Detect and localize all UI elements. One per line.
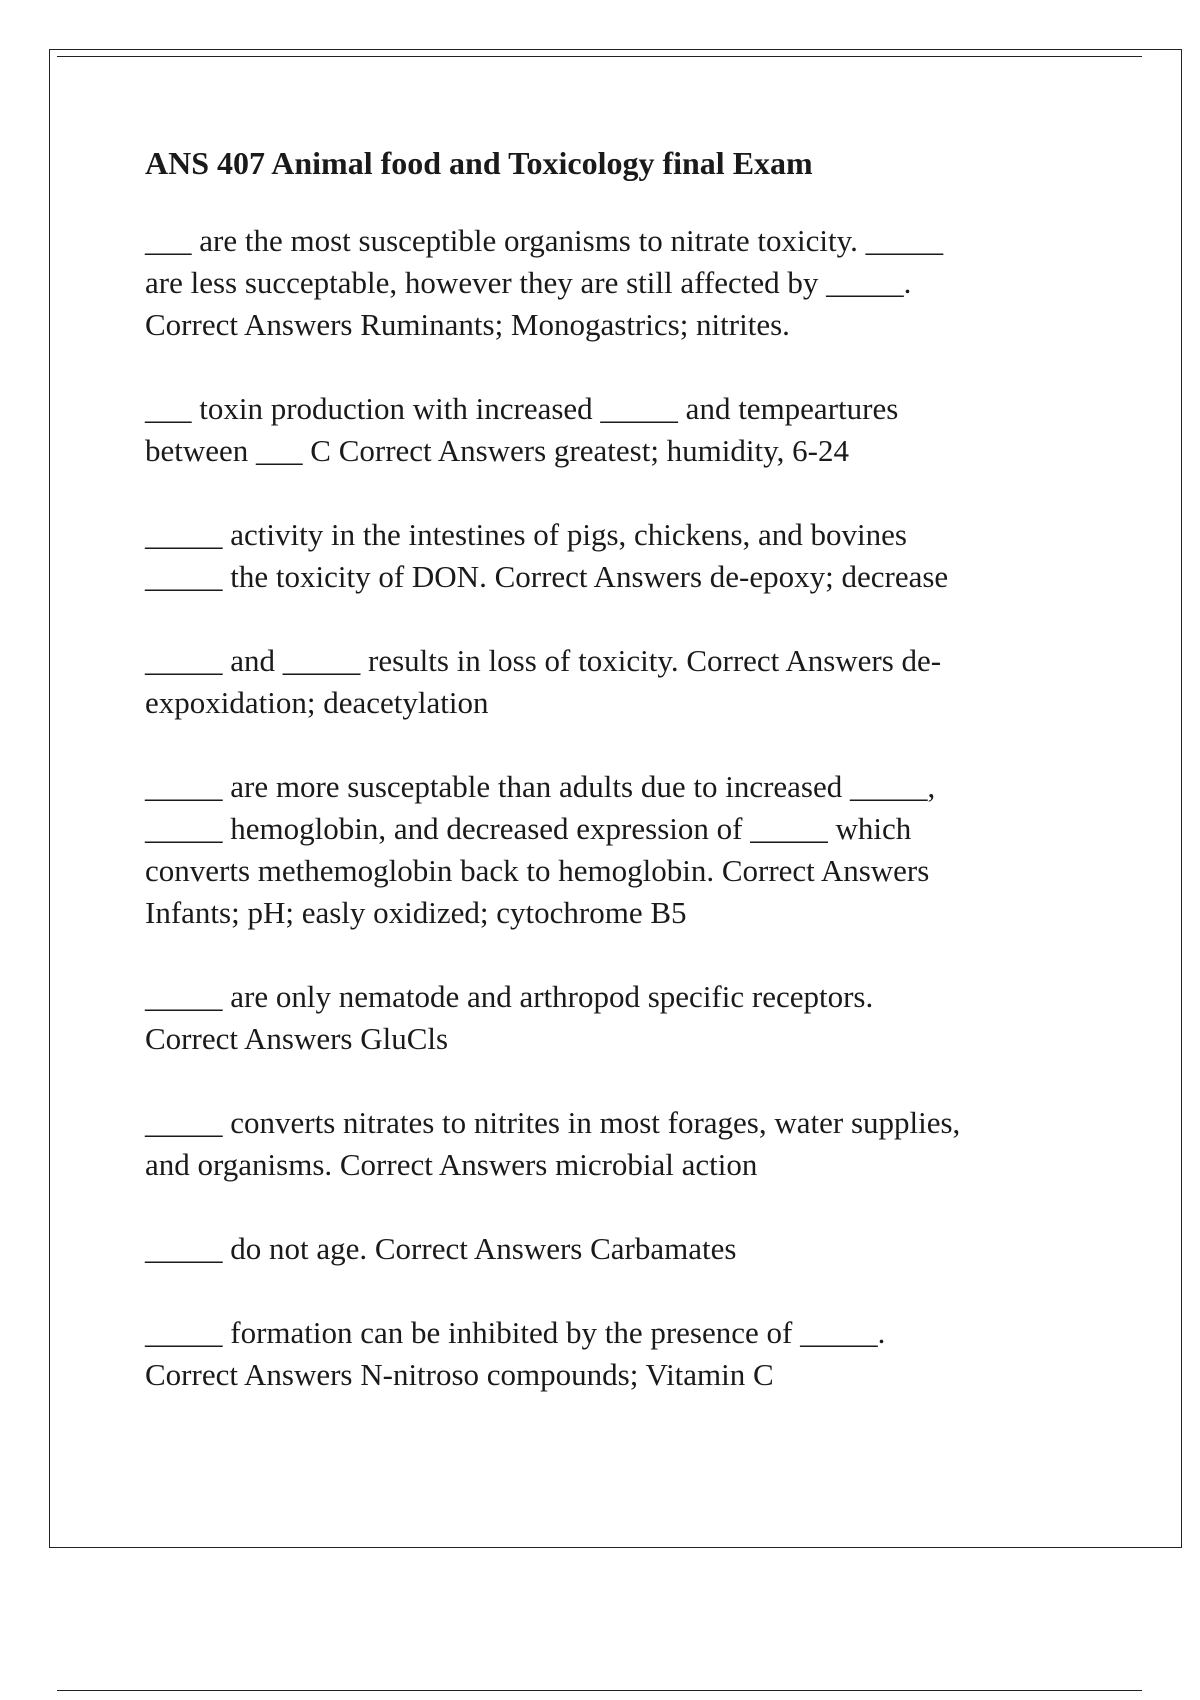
question-line: Correct Answers N-nitroso compounds; Vitamin C bbox=[145, 1357, 774, 1392]
question-line: Infants; pH; easly oxidized; cytochrome B5 bbox=[145, 895, 687, 930]
question-line: _____ formation can be inhibited by the presence of _____. bbox=[145, 1315, 886, 1350]
bottom-rule bbox=[57, 1690, 1142, 1691]
question-line: _____ hemoglobin, and decreased expression of _____ which bbox=[145, 811, 912, 846]
question-line: _____ are only nematode and arthropod specific receptors. bbox=[145, 979, 874, 1014]
question-item bbox=[145, 1228, 1105, 1270]
top-rule bbox=[57, 56, 1142, 57]
question-item bbox=[145, 1102, 1105, 1186]
question-item bbox=[145, 220, 1105, 346]
question-item bbox=[145, 1312, 1105, 1396]
question-line: _____ the toxicity of DON. Correct Answers de-epoxy; decrease bbox=[145, 559, 949, 594]
question-item bbox=[145, 514, 1105, 598]
document-body bbox=[145, 142, 1105, 1438]
question-line: _____ are more susceptable than adults due to increased _____, bbox=[145, 769, 936, 804]
question-item bbox=[145, 976, 1105, 1060]
question-line: _____ and _____ results in loss of toxicity. Correct Answers de- bbox=[145, 643, 942, 678]
question-line: expoxidation; deacetylation bbox=[145, 685, 489, 720]
question-line: and organisms. Correct Answers microbial action bbox=[145, 1147, 758, 1182]
question-item bbox=[145, 640, 1105, 724]
question-line: _____ converts nitrates to nitrites in most forages, water supplies, bbox=[145, 1105, 961, 1140]
question-line: _____ activity in the intestines of pigs, chickens, and bovines bbox=[145, 517, 907, 552]
question-item bbox=[145, 388, 1105, 472]
question-item bbox=[145, 766, 1105, 934]
question-line: Correct Answers GluCls bbox=[145, 1021, 449, 1056]
question-line: converts methemoglobin back to hemoglobin. Correct Answers bbox=[145, 853, 930, 888]
question-line: Correct Answers Ruminants; Monogastrics; nitrites. bbox=[145, 307, 790, 342]
question-line: ___ toxin production with increased _____ and tempeartures bbox=[145, 391, 899, 426]
question-line: between ___ C Correct Answers greatest; humidity, 6-24 bbox=[145, 433, 849, 468]
question-line: ___ are the most susceptible organisms to nitrate toxicity. _____ bbox=[145, 223, 944, 258]
question-line: are less succeptable, however they are still affected by _____. bbox=[145, 265, 912, 300]
question-line: _____ do not age. Correct Answers Carbamates bbox=[145, 1231, 737, 1266]
document-title: ANS 407 Animal food and Toxicology final Exam bbox=[145, 145, 813, 181]
